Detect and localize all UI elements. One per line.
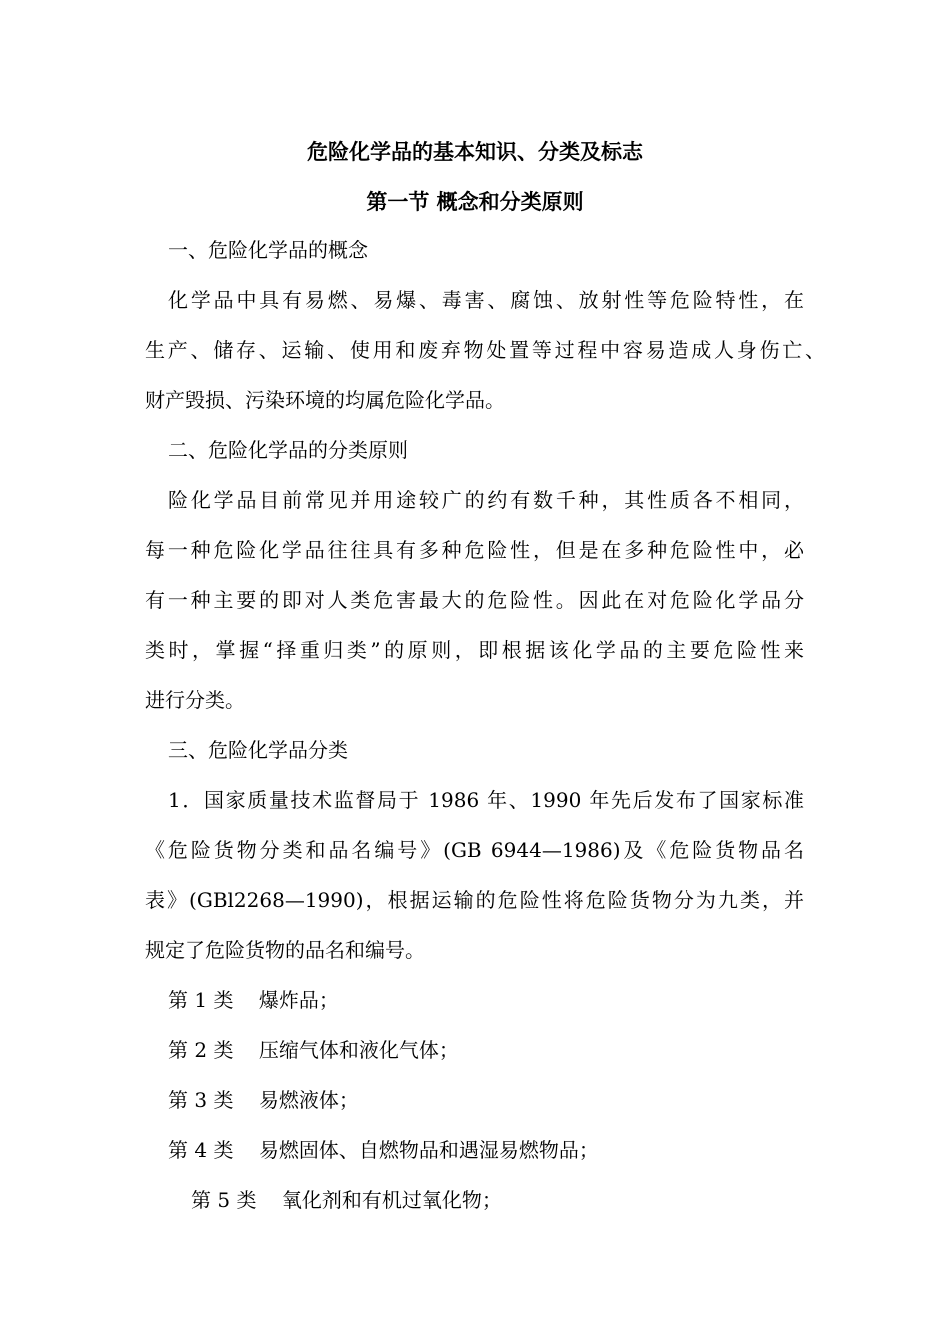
paragraph-line: 类时，掌握“择重归类”的原则，即根据该化学品的主要危险性来 bbox=[145, 638, 804, 662]
class-item: 第 2 类 压缩气体和液化气体； bbox=[168, 1038, 459, 1062]
class-item: 第 1 类 爆炸品； bbox=[168, 988, 339, 1012]
paragraph-line: 进行分类。 bbox=[145, 688, 245, 712]
paragraph-line: 化学品中具有易燃、易爆、毒害、腐蚀、放射性等危险特性，在 bbox=[168, 288, 804, 312]
paragraph-line: 有一种主要的即对人类危害最大的危险性。因此在对危险化学品分 bbox=[145, 588, 804, 612]
class-item: 第 3 类 易燃液体； bbox=[168, 1088, 359, 1112]
section-title: 第一节 概念和分类原则 bbox=[366, 189, 584, 214]
heading-classification-principle: 二、危险化学品的分类原则 bbox=[168, 438, 408, 462]
paragraph-line: 生产、储存、运输、使用和废弃物处置等过程中容易造成人身伤亡、 bbox=[145, 338, 825, 362]
paragraph-line: 财产毁损、污染环境的均属危险化学品。 bbox=[145, 388, 505, 412]
paragraph-line: 规定了危险货物的品名和编号。 bbox=[145, 938, 425, 962]
paragraph-line: 《危险货物分类和品名编号》(GB 6944—1986)及《危险货物品名 bbox=[145, 838, 804, 862]
class-item: 第 5 类 氧化剂和有机过氧化物； bbox=[191, 1188, 502, 1212]
heading-classification: 三、危险化学品分类 bbox=[168, 738, 348, 762]
class-item: 第 4 类 易燃固体、自燃物品和遇湿易燃物品； bbox=[168, 1138, 599, 1162]
paragraph-line: 1．国家质量技术监督局于 1986 年、1990 年先后发布了国家标准 bbox=[168, 788, 804, 812]
document-title: 危险化学品的基本知识、分类及标志 bbox=[307, 139, 643, 164]
paragraph-line: 险化学品目前常见并用途较广的约有数千种，其性质各不相同， bbox=[168, 488, 804, 512]
heading-concept: 一、危险化学品的概念 bbox=[168, 238, 368, 262]
paragraph-line: 表》(GBl2268—1990)，根据运输的危险性将危险货物分为九类，并 bbox=[145, 888, 804, 912]
paragraph-line: 每一种危险化学品往往具有多种危险性，但是在多种危险性中，必 bbox=[145, 538, 804, 562]
